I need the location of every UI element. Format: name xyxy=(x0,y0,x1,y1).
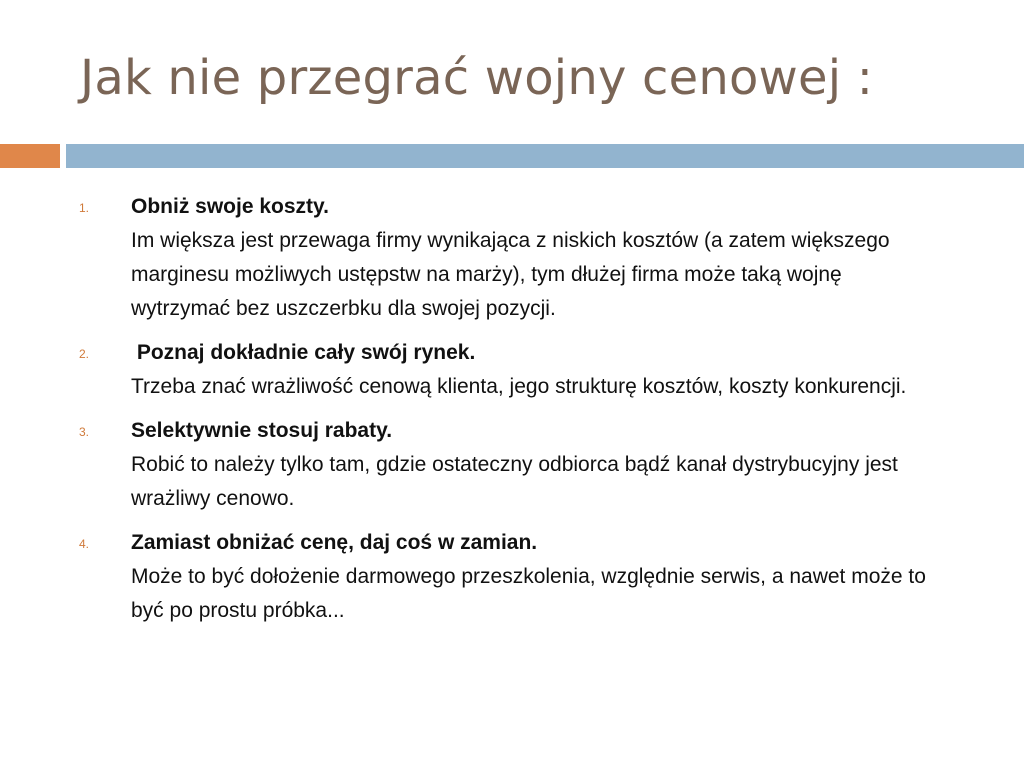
list-item xyxy=(0,336,1024,404)
tips-list xyxy=(0,190,1024,638)
list-item-heading: Obniż swoje koszty. xyxy=(131,195,329,218)
list-item-heading: Selektywnie stosuj rabaty. xyxy=(131,419,393,442)
list-item-heading: Zamiast obniżać cenę, daj coś w zamian. xyxy=(131,531,538,554)
slide-title: Jak nie przegrać wojny cenowej : xyxy=(80,50,874,106)
list-item-text: Im większa jest przewaga firmy wynikająca z niskich kosztów (a zatem większego marginesu możliwych ustępstw na marży), tym dłużej firma może taką wojnę wytrzymać bez uszczerbku dla swojej pozycji. xyxy=(131,229,890,320)
list-item-heading: Poznaj dokładnie cały swój rynek. xyxy=(131,341,476,364)
list-item-text: Robić to należy tylko tam, gdzie ostateczny odbiorca bądź kanał dystrybucyjny jest wrażliwy cenowo. xyxy=(131,453,898,510)
accent-bar-blue xyxy=(66,144,1024,168)
accent-bar-orange xyxy=(0,144,60,168)
list-item xyxy=(0,414,1024,516)
list-item xyxy=(0,526,1024,628)
list-item-number: 2. xyxy=(79,347,90,361)
list-item-number: 4. xyxy=(79,537,90,551)
list-item-number: 1. xyxy=(79,201,90,215)
list-item-number: 3. xyxy=(79,425,90,439)
list-item-text: Trzeba znać wrażliwość cenową klienta, jego strukturę kosztów, koszty konkurencji. xyxy=(131,375,907,398)
list-item-text: Może to być dołożenie darmowego przeszkolenia, względnie serwis, a nawet może to być po prostu próbka... xyxy=(131,565,926,622)
list-item xyxy=(0,190,1024,326)
